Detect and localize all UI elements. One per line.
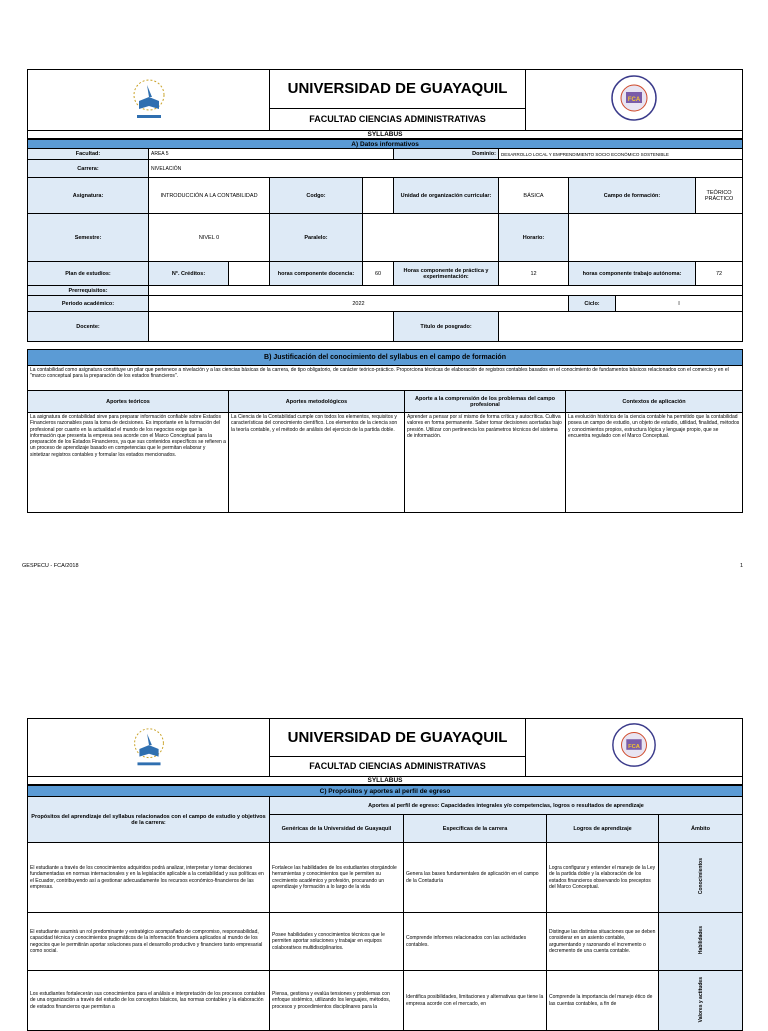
university-title: UNIVERSIDAD DE GUAYAQUIL <box>270 70 526 109</box>
section-b-intro: La contabilidad como asignatura constituye un pilar que pertenece a nivelación y a las ciencias básicas de la carrera, de tipo obligatorio, de carácter teórico-práctico. Proporciona técnicas de elaboración de registros contables basados en el conocimiento de fundamentos básicos relacionados con el comercio y en el "marco conceptual para la preparación de los estados financieros". <box>28 366 743 391</box>
syllabus-page-1 <box>27 69 742 513</box>
logo-right-cell <box>526 70 743 131</box>
carrera-label: Carrera: <box>28 160 149 178</box>
unidad-value: BÁSICA <box>499 178 569 214</box>
proposito-cell: El estudiante asumirá un rol predominante y estratégico acompañado de compromiso, responsabilidad, capacidad técnica y conocimientos pragmáticos de la información financiera aplicados al mundo de los negocios que le permitirán aportar soluciones para el desarrollo productivo y financiero tanto empresarial como social. <box>28 913 270 971</box>
table-row <box>28 913 743 971</box>
codigo-value <box>363 178 394 214</box>
especificas-cell: Identifica posibilidades, limitaciones y alternativas que tiene la empresa acorde con el mercado, en <box>404 971 547 1031</box>
aportes-teoricos-text: La asignatura de contabilidad sirve para preparar información confiable sobre Estados Financieros razonables para la toma de decisiones. Es importante en la formación del profesional por cuanto en la actualidad el mundo de los negocios exige que la información que presenta la empresa sea acorde con el Marco Conceptual para la preparación de los Estados Financieros, ya que sus contenidos específicos se refieren a un proceso de aprendizaje basado en competencias que le permitan elaborar y sintetizar registros contables y formular los estados mencionados. <box>28 413 229 513</box>
campo-label: Campo de formación: <box>569 178 696 214</box>
genericas-cell: Piensa, gestiona y evalúa tensiones y problemas con enfoque sistémico, utilizando los lenguajes, métodos, procesos y procedimientos disciplinares para la <box>270 971 404 1031</box>
ambito-label: Conocimientos <box>697 858 704 895</box>
svg-text:FCA: FCA <box>628 743 640 750</box>
horario-label: Horario: <box>499 214 569 262</box>
genericas-head: Genéricas de la Universidad de Guayaquil <box>270 815 404 843</box>
dominio-value: DESARROLLO LOCAL Y EMPRENDIMIENTO SOCIO ECONÓMICO SOSTENIBLE <box>499 149 743 160</box>
aportes-teoricos-head: Aportes teóricos <box>28 391 229 413</box>
especificas-cell: Comprende informes relacionados con las actividades contables. <box>404 913 547 971</box>
logo-left-cell-2 <box>28 719 270 777</box>
logros-cell: Comprende la importancia del manejo ético de las cuentas contables, a fin de <box>547 971 659 1031</box>
paralelo-value <box>363 214 499 262</box>
contextos-aplicacion-text: La evolución histórica de la ciencia contable ha permitido que la contabilidad posea un campo de estudio, un objeto de estudio, utilidad, finalidad, métodos y conocimientos propios, estructura lógica y lenguaje propio, que se encuentra regulado con el Marco Conceptual. <box>566 413 743 513</box>
university-crest-icon <box>119 724 179 772</box>
especificas-head: Específicas de la carrera <box>404 815 547 843</box>
facultad-label: Facultad: <box>28 149 149 160</box>
logo-left-cell <box>28 70 270 131</box>
ambito-label: Habilidades <box>697 926 704 955</box>
aporte-comprension-text: Aprender a pensar por sí mismo de forma crítica y autocrítica. Cultiva valores en forma permanente. Saber tomar decisiones acertadas bajo presión. Utilizar con pertinencia los parámetros técnicos del sistema de información. <box>405 413 566 513</box>
faculty-title-2: FACULTAD CIENCIAS ADMINISTRATIVAS <box>270 756 526 776</box>
docencia-label: horas componente docencia: <box>270 262 363 286</box>
periodo-value: 2022 <box>149 296 569 312</box>
table-row <box>28 971 743 1031</box>
carrera-value: NIVELACIÓN <box>149 160 743 178</box>
titulo-posgrado-value <box>499 312 743 342</box>
docencia-value: 60 <box>363 262 394 286</box>
university-crest-icon <box>119 75 179 125</box>
faculty-seal-icon <box>602 72 666 124</box>
aportes-perfil-head: Aportes al perfil de egreso: Capacidades integrales y/o competencias, logros o resultados de aprendizaje <box>270 797 743 815</box>
asignatura-value: INTRODUCCIÓN A LA CONTABILIDAD <box>149 178 270 214</box>
ambito-cell <box>659 913 743 971</box>
autonomo-label: horas componente trabajo autónoma: <box>569 262 696 286</box>
genericas-cell: Fortalece las habilidades de los estudiantes otorgándole herramientas y conocimientos que le permiten su crecimiento académico y profesión, procurando un aprendizaje y formación a lo largo de la vida <box>270 843 404 913</box>
faculty-seal-icon <box>602 720 666 770</box>
ambito-cell <box>659 971 743 1031</box>
paralelo-label: Paralelo: <box>270 214 363 262</box>
docente-label: Docente: <box>28 312 149 342</box>
footer-page-number: 1 <box>740 563 744 569</box>
proposito-cell: Los estudiantes fortalecerán sus conocimientos para el análisis e interpretación de los procesos contables de una organización a través del estudio de los conceptos básicos, las normas contables y la elaboración de estados financieros que permitan a <box>28 971 270 1031</box>
dominio-label: Dominio: <box>394 149 499 160</box>
prerrequisitos-value <box>149 286 743 296</box>
plan-label: Plan de estudios: <box>28 262 149 286</box>
svg-text:FCA: FCA <box>627 96 641 103</box>
periodo-label: Periodo académico: <box>28 296 149 312</box>
university-logo <box>30 75 267 125</box>
ciclo-label: Ciclo: <box>569 296 616 312</box>
ambito-head: Ámbito <box>659 815 743 843</box>
prerrequisitos-label: Prerrequisitos: <box>28 286 149 296</box>
facultad-value: AREA 5 <box>149 149 394 160</box>
horario-value <box>569 214 743 262</box>
propositos-table <box>27 785 743 1031</box>
logros-cell: Logra configurar y entender el manejo de la Ley de la partida doble y la elaboración de los estados financieros observando los preceptos del Marco Conceptual. <box>547 843 659 913</box>
university-logo-2 <box>30 724 267 772</box>
ciclo-value: I <box>616 296 743 312</box>
genericas-cell: Posee habilidades y conocimientos técnicos que le permiten aportar soluciones y trabajar en equipos colaborativos multidisciplinarios. <box>270 913 404 971</box>
contextos-aplicacion-head: Contextos de aplicación <box>566 391 743 413</box>
section-c-title: C) Propósitos y aportes al perfil de egreso <box>28 786 743 797</box>
table-row <box>28 843 743 913</box>
ambito-label: Valores y actitudes <box>697 976 704 1023</box>
aportes-metodologicos-text: La Ciencia de la Contabilidad cumple con todos los elementos, requisitos y características del conocimiento científico. Los elementos de la ciencia son la teoría contable, y el método de análisis del ejercicio de la partida doble. <box>229 413 405 513</box>
university-title-2: UNIVERSIDAD DE GUAYAQUIL <box>270 719 526 757</box>
codigo-label: Codgo: <box>270 178 363 214</box>
practica-value: 12 <box>499 262 569 286</box>
datos-informativos-table <box>27 139 743 342</box>
practica-label: Horas componente de práctica y experimentación: <box>394 262 499 286</box>
header-table-2 <box>27 718 743 785</box>
syllabus-title-2: SYLLABUS <box>28 777 743 785</box>
logros-head: Logros de aprendizaje <box>547 815 659 843</box>
unidad-label: Unidad de organización curricular: <box>394 178 499 214</box>
justificacion-table <box>27 349 743 513</box>
proposito-cell: El estudiante a través de los conocimientos adquiridos podrá analizar, interpretar y tomar decisiones fundamentadas en normas internacionales y en la legislación aplicable a la contabilidad y sus políticas en el Ecuador, contribuyendo así a gestionar adecuadamente los recursos económico-financieros de las empresas. <box>28 843 270 913</box>
especificas-cell: Genera las bases fundamentales de aplicación en el campo de la Contaduría <box>404 843 547 913</box>
ambito-cell <box>659 843 743 913</box>
campo-value: TEÓRICO PRÁCTICO <box>696 178 743 214</box>
logros-cell: Distingue las distintas situaciones que se deben considerar en un asiento contable, argumentando y razonando el incremento o decremento de una cuenta contable. <box>547 913 659 971</box>
propositos-head: Propósitos del aprendizaje del syllabus relacionados con el campo de estudio y objetivos de la carrera: <box>28 797 270 843</box>
section-a-title: A) Datos informativos <box>28 140 743 149</box>
footer-code: GESPECU - FCA/2018 <box>22 563 79 569</box>
semestre-label: Semestre: <box>28 214 149 262</box>
docente-value <box>149 312 394 342</box>
creditos-label: N°. Créditos: <box>149 262 229 286</box>
asignatura-label: Asignatura: <box>28 178 149 214</box>
autonomo-value: 72 <box>696 262 743 286</box>
header-table <box>27 69 743 139</box>
syllabus-title: SYLLABUS <box>28 131 743 139</box>
titulo-posgrado-label: Título de posgrado: <box>394 312 499 342</box>
faculty-title: FACULTAD CIENCIAS ADMINISTRATIVAS <box>270 108 526 130</box>
aporte-comprension-head: Aporte a la comprensión de los problemas del campo profesional <box>405 391 566 413</box>
section-b-title: B) Justificación del conocimiento del syllabus en el campo de formación <box>28 350 743 366</box>
logo-right-cell-2 <box>526 719 743 777</box>
aportes-metodologicos-head: Aportes metodológicos <box>229 391 405 413</box>
semestre-value: NIVEL 0 <box>149 214 270 262</box>
creditos-value <box>229 262 270 286</box>
syllabus-page-2 <box>27 718 742 1031</box>
